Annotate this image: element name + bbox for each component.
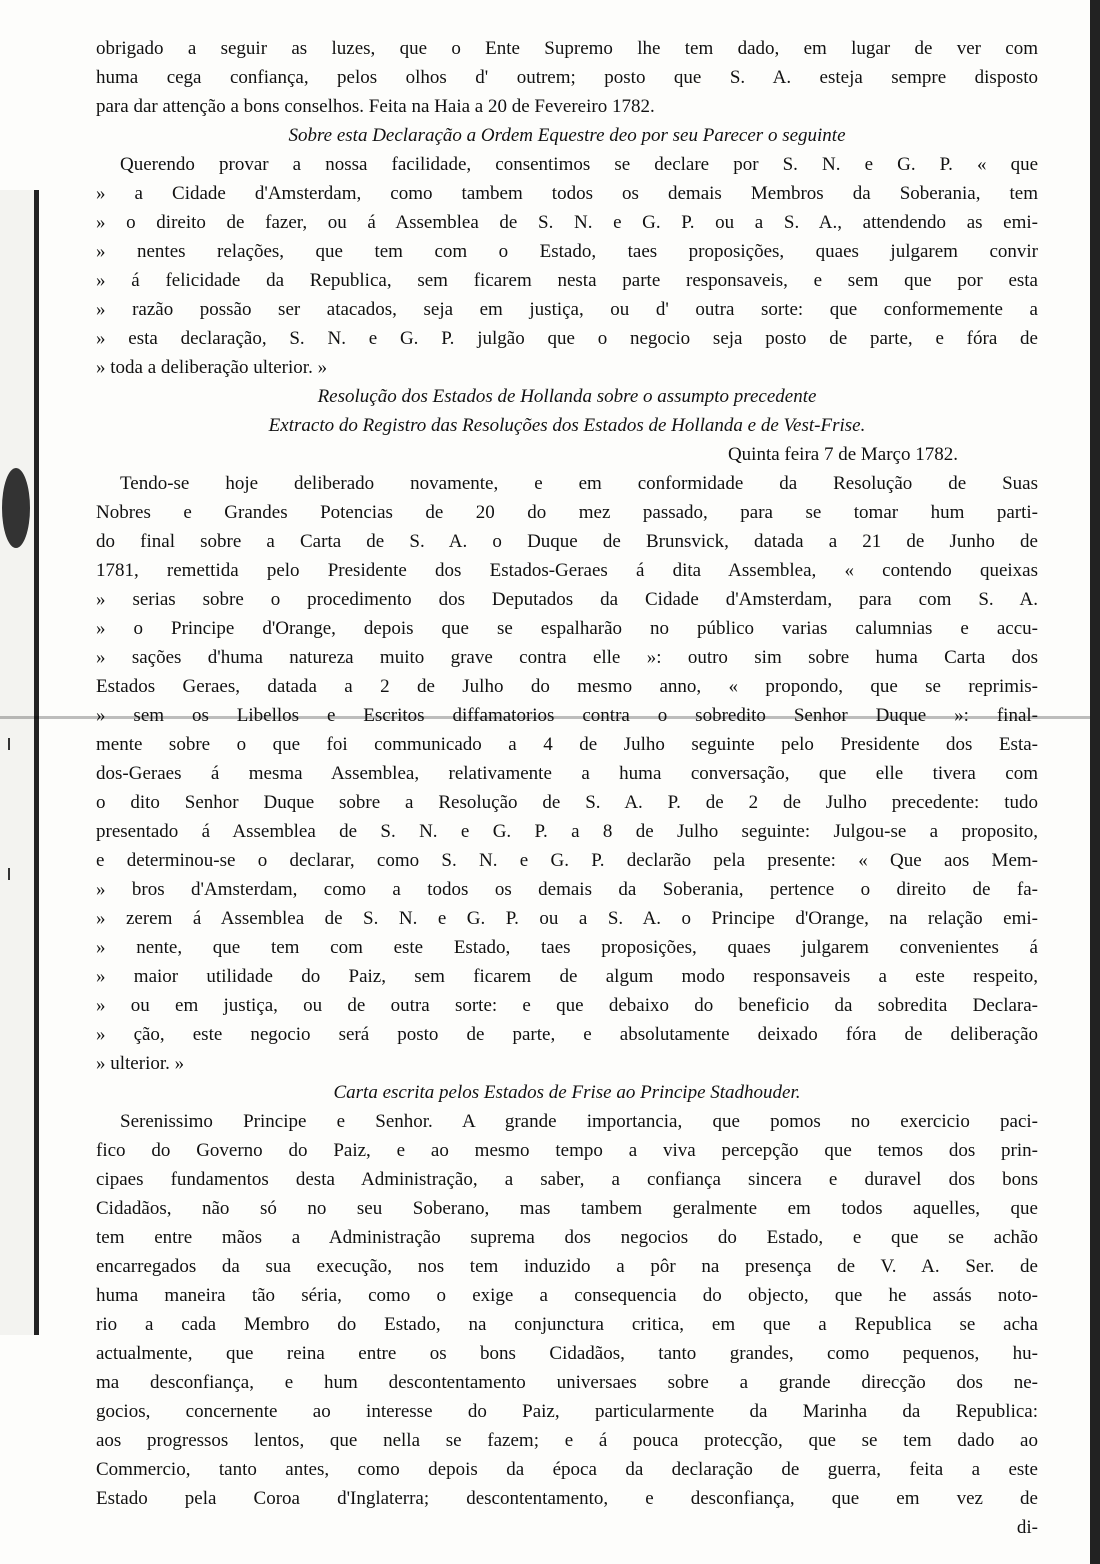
text-line: » serias sobre o procedimento dos Deputados da Cidade d'Amsterdam, para com S. A. bbox=[96, 589, 1038, 610]
text-line: aos progressos lentos, que nella se fazem; e á pouca protecção, que se tem dado ao bbox=[96, 1430, 1038, 1451]
text-line: ma desconfiança, e hum descontentamento universaes sobre a grande direcção dos ne- bbox=[96, 1372, 1038, 1393]
paragraph-3 bbox=[96, 469, 1038, 1078]
text-line: » nente, que tem com este Estado, taes proposições, quaes julgarem convenientes á bbox=[96, 937, 1038, 958]
text-line: fico do Governo do Paiz, e ao mesmo tempo a viva percepção que temos dos prin- bbox=[96, 1140, 1038, 1161]
text-line: Tendo-se hoje deliberado novamente, e em conformidade da Resolução de Suas bbox=[120, 473, 1038, 494]
scan-mark bbox=[8, 738, 10, 750]
scan-mark bbox=[8, 868, 10, 880]
text-line: » toda a deliberação ulterior. » bbox=[96, 357, 328, 378]
text-line: actualmente, que reina entre os bons Cidadãos, tanto grandes, como pequenos, hu- bbox=[96, 1343, 1038, 1364]
text-line: do final sobre a Carta de S. A. o Duque de Brunsvick, datada a 21 de Junho de bbox=[96, 531, 1038, 552]
section-heading: Sobre esta Declaração a Ordem Equestre deo por seu Parecer o seguinte bbox=[288, 125, 846, 146]
text-line: mente sobre o que foi communicado a 4 de Julho seguinte pelo Presidente dos Esta- bbox=[96, 734, 1038, 755]
text-line: » a Cidade d'Amsterdam, como tambem todos os demais Membros da Soberania, tem bbox=[96, 183, 1038, 204]
text-line: cipaes fundamentos desta Administração, a saber, a confiança sincera e duravel dos bons bbox=[96, 1169, 1038, 1190]
text-line: Estados Geraes, datada a 2 de Julho do mesmo anno, « propondo, que se reprimis- bbox=[96, 676, 1038, 697]
text-line: o dito Senhor Duque sobre a Resolução de S. A. P. de 2 de Julho precedente: tudo bbox=[96, 792, 1038, 813]
paragraph-1 bbox=[96, 34, 1038, 121]
section-heading: Extracto do Registro das Resoluções dos Estados de Hollanda e de Vest-Frise. bbox=[268, 415, 866, 436]
document-text bbox=[96, 34, 1038, 1542]
text-line: dos-Geraes á mesma Assemblea, relativamente a huma conversação, que elle tivera com bbox=[96, 763, 1038, 784]
text-line: obrigado a seguir as luzes, que o Ente Supremo lhe tem dado, em lugar de ver com bbox=[96, 38, 1038, 59]
text-line: Commercio, tanto antes, como depois da época da declaração de guerra, feita a este bbox=[96, 1459, 1038, 1480]
date-line: Quinta feira 7 de Março 1782. bbox=[727, 444, 958, 465]
text-line: » razão possão ser atacados, seja em justiça, ou d' outra sorte: que conformemente a bbox=[96, 299, 1038, 320]
text-line: » nentes relações, que tem com o Estado, taes proposições, quaes julgarem convir bbox=[96, 241, 1038, 262]
text-line: para dar attenção a bons conselhos. Feita na Haia a 20 de Fevereiro 1782. bbox=[96, 96, 655, 117]
text-line: Cidadãos, não só no seu Soberano, mas tambem geralmente em todos aquelles, que bbox=[96, 1198, 1038, 1219]
page-edge bbox=[1090, 0, 1100, 1564]
text-line: » maior utilidade do Paiz, sem ficarem de algum modo responsaveis a este respeito, bbox=[96, 966, 1038, 987]
text-line: tem entre mãos a Administração suprema dos negocios do Estado, e que se achão bbox=[96, 1227, 1038, 1248]
text-line: 1781, remettida pelo Presidente dos Estados-Geraes á dita Assemblea, « contendo queixas bbox=[96, 560, 1038, 581]
text-line: » ou em justiça, ou de outra sorte: e que debaixo do beneficio da sobredita Declara- bbox=[96, 995, 1038, 1016]
text-line: » bros d'Amsterdam, como a todos os demais da Soberania, pertence o direito de fa- bbox=[96, 879, 1038, 900]
text-line: » o direito de fazer, ou á Assemblea de S. N. e G. P. ou a S. A., attendendo as emi- bbox=[96, 212, 1038, 233]
text-line: » o Principe d'Orange, depois que se espalharão no público varias calumnias e accu- bbox=[96, 618, 1038, 639]
text-line: » ção, este negocio será posto de parte, e absolutamente deixado fóra de deliberação bbox=[96, 1024, 1038, 1045]
text-line: presentado á Assemblea de S. N. e G. P. a 8 de Julho seguinte: Julgou-se a proposito, bbox=[96, 821, 1038, 842]
text-line: » ulterior. » bbox=[96, 1053, 185, 1074]
text-line: Nobres e Grandes Potencias de 20 do mez passado, para se tomar hum parti- bbox=[96, 502, 1038, 523]
section-heading: Carta escrita pelos Estados de Frise ao Principe Stadhouder. bbox=[333, 1082, 801, 1103]
text-line: e determinou-se o declarar, como S. N. e G. P. declarão pela presente: « Que aos Mem- bbox=[96, 850, 1038, 871]
section-heading: Resolução dos Estados de Hollanda sobre o assumpto precedente bbox=[317, 386, 817, 407]
binding-shadow bbox=[0, 190, 39, 1335]
text-line: rio a cada Membro do Estado, na conjunctura critica, em que a Republica se acha bbox=[96, 1314, 1038, 1335]
text-line: » sem os Libellos e Escritos diffamatorios contra o sobredito Senhor Duque »: final- bbox=[96, 705, 1038, 726]
ink-blot bbox=[2, 468, 30, 548]
text-line: » á felicidade da Republica, sem ficarem nesta parte responsaveis, e sem que por esta bbox=[96, 270, 1038, 291]
text-line: huma maneira tão séria, como o exige a consequencia do objecto, que he assás noto- bbox=[96, 1285, 1038, 1306]
text-line: » zerem á Assemblea de S. N. e G. P. ou a S. A. o Principe d'Orange, na relação emi- bbox=[96, 908, 1038, 929]
text-line: Serenissimo Principe e Senhor. A grande importancia, que pomos no exercicio paci- bbox=[120, 1111, 1038, 1132]
text-line: » sações d'huma natureza muito grave contra elle »: outro sim sobre huma Carta dos bbox=[96, 647, 1038, 668]
catchword: di- bbox=[1016, 1517, 1038, 1538]
text-line: encarregados da sua execução, nos tem induzido a pôr na presença de V. A. Ser. de bbox=[96, 1256, 1038, 1277]
text-line: » esta declaração, S. N. e G. P. julgão que o negocio seja posto de parte, e fóra de bbox=[96, 328, 1038, 349]
text-line: Querendo provar a nossa facilidade, consentimos se declare por S. N. e G. P. « que bbox=[120, 154, 1038, 175]
paragraph-4 bbox=[96, 1107, 1038, 1513]
text-line: huma cega confiança, pelos olhos d' outrem; posto que S. A. esteja sempre disposto bbox=[96, 67, 1038, 88]
text-line: gocios, concernente ao interesse do Paiz, particularmente da Marinha da Republica: bbox=[96, 1401, 1038, 1422]
paragraph-2 bbox=[96, 150, 1038, 382]
text-line: Estado pela Coroa d'Inglaterra; descontentamento, e desconfiança, que em vez de bbox=[96, 1488, 1038, 1509]
